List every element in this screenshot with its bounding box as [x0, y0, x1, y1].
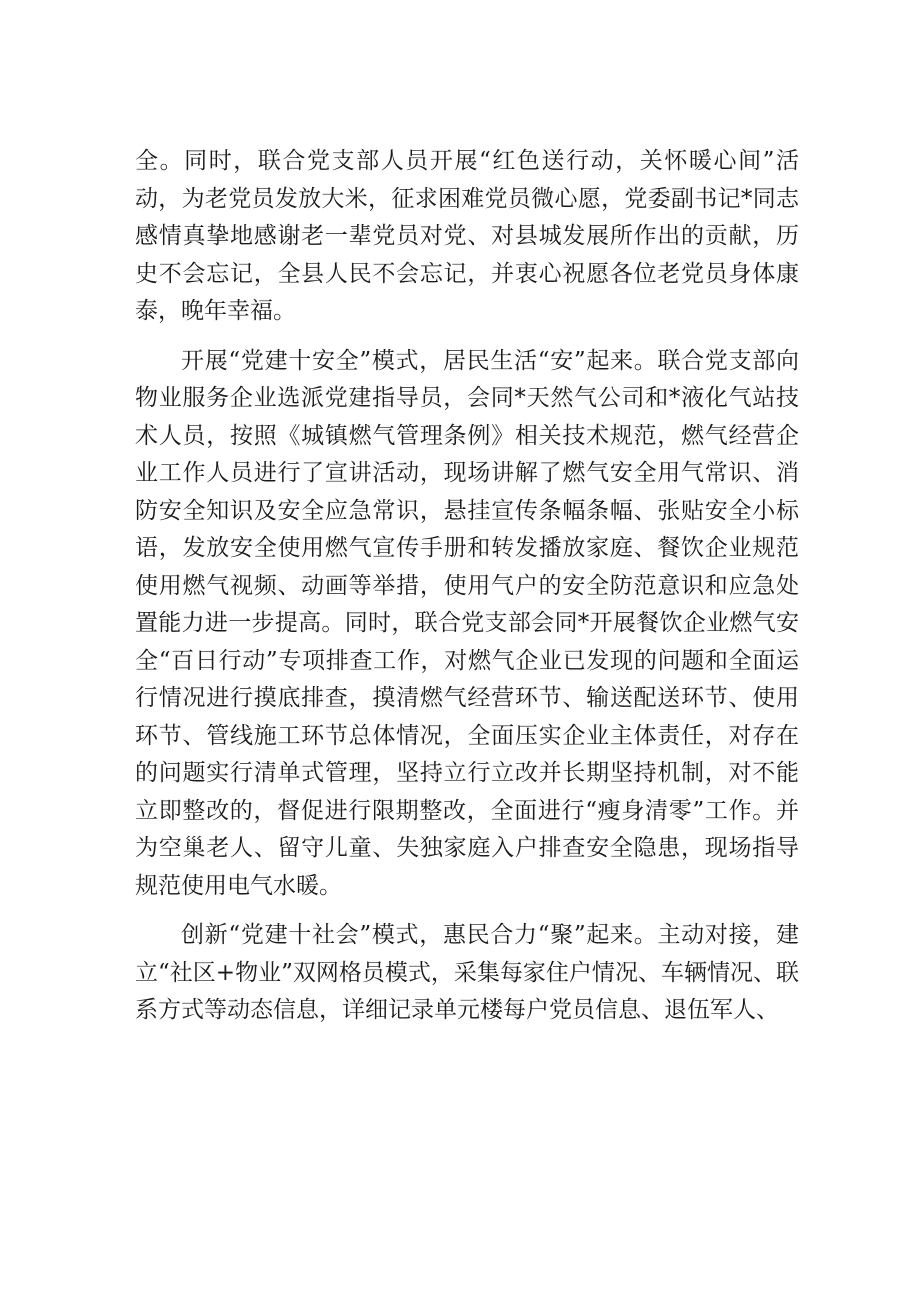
paragraph-continuation: 全。同时，联合党支部人员开展“红色送行动，关怀暖心间”活动，为老党员发放大米，征求困难党员微心愿，党委副书记*同志感情真挚地感谢老一辈党员对党、对县城发展所作出的贡献，历史不会忘记，全县人民不会忘记，并衷心祝愿各位老党员身体康泰，晚年幸福。	[135, 148, 799, 324]
paragraph-safety-model: 开展“党建十安全”模式，居民生活“安”起来。联合党支部向物业服务企业选派党建指导员，会同*天然气公司和*液化气站技术人员，按照《城镇燃气管理条例》相关技术规范，燃气经营企业工作人员进行了宣讲活动，现场讲解了燃气安全用气常识、消防安全知识及安全应急常识，悬挂宣传条幅条幅、张贴安全小标语，发放安全使用燃气宣传手册和转发播放家庭、餐饮企业规范使用燃气视频、动画等举措，使用气户的安全防范意识和应急处置能力进一步提高。同时，联合党支部会同*开展餐饮企业燃气安全“百日行动”专项排查工作，对燃气企业已发现的问题和全面运行情况进行摸底排查，摸清燃气经营环节、输送配送环节、使用环节、管线施工环节总体情况，全面压实企业主体责任，对存在的问题实行清单式管理，坚持立行立改并长期坚持机制，对不能立即整改的，督促进行限期整改，全面进行“瘦身清零”工作。并为空巢老人、留守儿童、失独家庭入户排查安全隐患，现场指导规范使用电气水暖。	[135, 347, 799, 899]
paragraph-society-model: 创新“党建十社会”模式，惠民合力“聚”起来。主动对接，建立“社区+物业”双网格员模式，采集每家住户情况、车辆情况、联系方式等动态信息，详细记录单元楼每户党员信息、退伍军人、	[135, 922, 799, 1023]
document-body	[135, 143, 799, 1042]
